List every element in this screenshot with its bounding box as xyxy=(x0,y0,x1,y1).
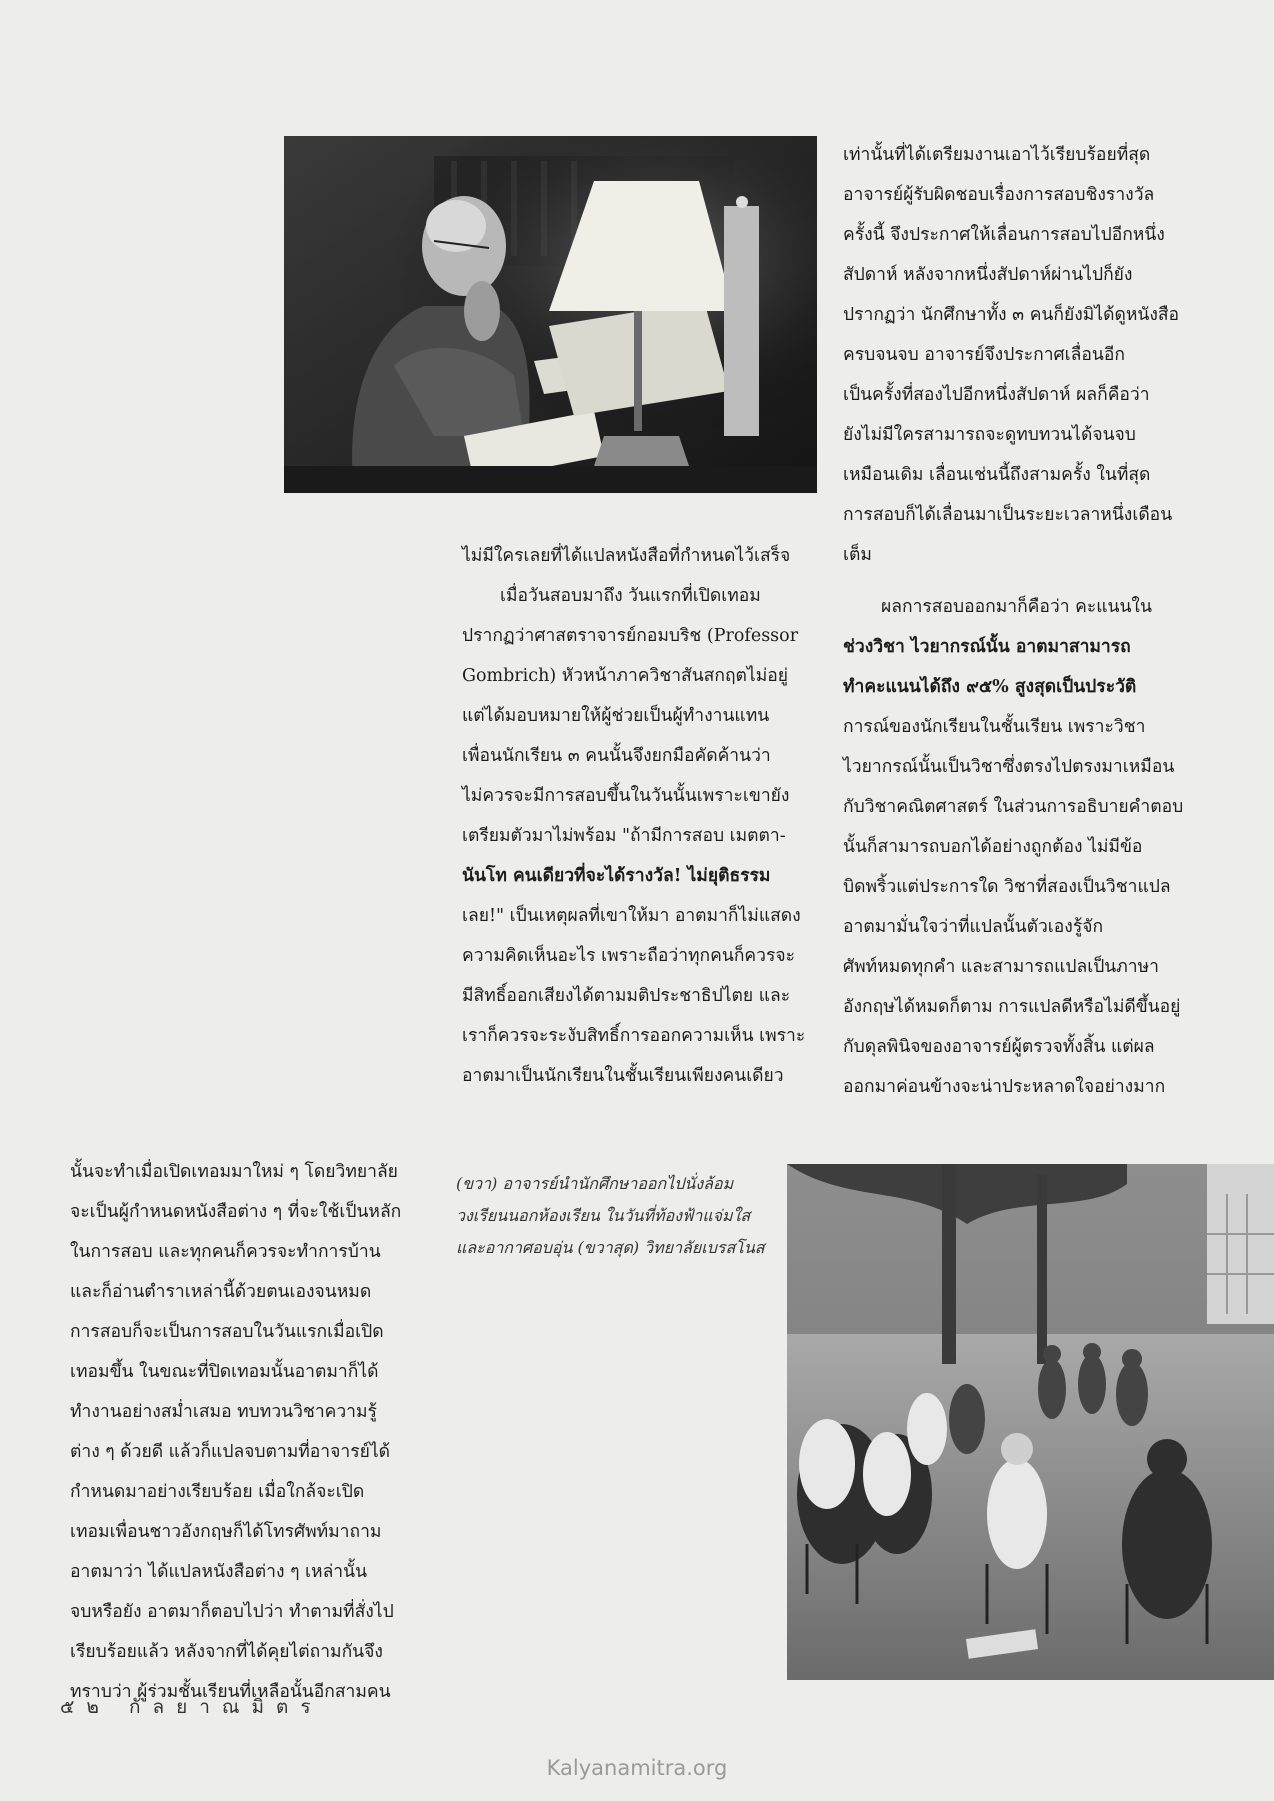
caption-line: (ขวา) อาจารย์นำนักศึกษาออกไปนั่งล้อม xyxy=(456,1174,734,1193)
text-line: ไวยากรณ์นั้นเป็นวิชาซึ่งตรงไปตรงมาเหมือน xyxy=(843,757,1175,777)
text-column-bottom-left xyxy=(70,1152,430,1712)
text-line: อาจารย์ผู้รับผิดชอบเรื่องการสอบชิงรางวัล xyxy=(843,185,1155,205)
paragraph-term-start xyxy=(70,1152,430,1712)
text-line: กับดุลพินิจของอาจารย์ผู้ตรวจทั้งสิ้น แต่ผล xyxy=(843,1037,1155,1057)
text-line: เพื่อนนักเรียน ๓ คนนั้นจึงยกมือคัดค้านว่า xyxy=(462,746,771,766)
photo-monk-reading xyxy=(284,136,817,493)
text-column-top-right xyxy=(843,135,1213,1107)
text-line: ไม่มีใครเลยที่ได้แปลหนังสือที่กำหนดไว้เสร็จ xyxy=(462,546,791,566)
text-line: อาตมาว่า ได้แปลหนังสือต่าง ๆ เหล่านั้น xyxy=(70,1562,368,1582)
text-line: นันโท คนเดียวที่จะได้รางวัล! ไม่ยุติธรรม xyxy=(462,866,771,886)
text-line: การสอบก็จะเป็นการสอบในวันแรกเมื่อเปิด xyxy=(70,1322,384,1342)
text-line: ทำคะแนนได้ถึง ๙๕% สูงสุดเป็นประวัติ xyxy=(843,677,1137,697)
text-line: การณ์ของนักเรียนในชั้นเรียน เพราะวิชา xyxy=(843,717,1146,737)
caption-line: และอากาศอบอุ่น (ขวาสุด) วิทยาลัยเบรสโนส xyxy=(456,1238,765,1257)
paragraph-exam-day xyxy=(462,536,827,1096)
text-line: ทำงานอย่างสม่ำเสมอ ทบทวนวิชาความรู้ xyxy=(70,1402,377,1422)
text-line: ความคิดเห็นอะไร เพราะถือว่าทุกคนก็ควรจะ xyxy=(462,946,796,966)
text-line: ทราบว่า ผู้ร่วมชั้นเรียนที่เหลือนั้นอีกสามคน xyxy=(70,1682,391,1702)
watermark-url: Kalyanamitra.org xyxy=(546,1756,728,1780)
text-line: เลย!" เป็นเหตุผลที่เขาให้มา อาตมาก็ไม่แสดง xyxy=(462,906,801,926)
text-line: ครบจนจบ อาจารย์จึงประกาศเลื่อนอีก xyxy=(843,345,1125,365)
text-line: ปรากฏว่าศาสตราจารย์กอมบริช (Professor xyxy=(462,626,799,646)
text-line: อังกฤษได้หมดก็ตาม การแปลดีหรือไม่ดีขึ้นอยู่ xyxy=(843,997,1181,1017)
text-line: ในการสอบ และทุกคนก็ควรจะทำการบ้าน xyxy=(70,1242,381,1262)
text-line: นั้นจะทำเมื่อเปิดเทอมมาใหม่ ๆ โดยวิทยาลัย xyxy=(70,1162,398,1182)
text-line: มีสิทธิ์ออกเสียงได้ตามมติประชาธิปไตย และ xyxy=(462,986,791,1006)
text-line: อาตมามั่นใจว่าที่แปลนั้นตัวเองรู้จัก xyxy=(843,917,1104,937)
text-line: อาตมาเป็นนักเรียนในชั้นเรียนเพียงคนเดียว xyxy=(462,1066,784,1086)
text-line: เท่านั้นที่ได้เตรียมงานเอาไว้เรียบร้อยที่สุด xyxy=(843,145,1151,165)
text-line: เหมือนเดิม เลื่อนเช่นนี้ถึงสามครั้ง ในที่สุด xyxy=(843,465,1151,485)
text-line: Gombrich) หัวหน้าภาควิชาสันสกฤตไม่อยู่ xyxy=(462,666,789,686)
text-line: เรียบร้อยแล้ว หลังจากที่ได้คุยไต่ถามกันจึง xyxy=(70,1642,383,1662)
text-line: เทอมขึ้น ในขณะที่ปิดเทอมนั้นอาตมาก็ได้ xyxy=(70,1362,379,1382)
text-line: นั้นก็สามารถบอกได้อย่างถูกต้อง ไม่มีข้อ xyxy=(843,837,1143,857)
text-line: จบหรือยัง อาตมาก็ตอบไปว่า ทำตามที่สั่งไป xyxy=(70,1602,394,1622)
outdoor-class-image xyxy=(787,1164,1274,1680)
text-line: เมื่อวันสอบมาถึง วันแรกที่เปิดเทอม xyxy=(500,586,761,606)
caption-line: วงเรียนนอกห้องเรียน ในวันที่ท้องฟ้าแจ่มใส xyxy=(456,1206,751,1225)
text-line: ปรากฏว่า นักศึกษาทั้ง ๓ คนก็ยังมิได้ดูหนังสือ xyxy=(843,305,1180,325)
text-column-middle xyxy=(462,536,827,1096)
text-line: จะเป็นผู้กำหนดหนังสือต่าง ๆ ที่จะใช้เป็นหลัก xyxy=(70,1202,402,1222)
text-line: สัปดาห์ หลังจากหนึ่งสัปดาห์ผ่านไปก็ยัง xyxy=(843,265,1133,285)
photo-caption xyxy=(456,1168,786,1264)
paragraph-exam-results xyxy=(843,587,1213,1107)
text-line: ครั้งนี้ จึงประกาศให้เลื่อนการสอบไปอีกหนึ่ง xyxy=(843,225,1165,245)
text-line: เต็ม xyxy=(843,545,872,565)
text-line: ศัพท์หมดทุกคำ และสามารถแปลเป็นภาษา xyxy=(843,957,1159,977)
text-line: ผลการสอบออกมาก็คือว่า คะแนนใน xyxy=(881,597,1152,617)
text-line: การสอบก็ได้เลื่อนมาเป็นระยะเวลาหนึ่งเดือน xyxy=(843,505,1173,525)
text-line: ยังไม่มีใครสามารถจะดูทบทวนได้จนจบ xyxy=(843,425,1136,445)
text-line: กับวิชาคณิตศาสตร์ ในส่วนการอธิบายคำตอบ xyxy=(843,797,1184,817)
text-line: ช่วงวิชา ไวยากรณ์นั้น อาตมาสามารถ xyxy=(843,637,1131,657)
paragraph-continuation xyxy=(843,135,1213,575)
text-line: เราก็ควรจะระงับสิทธิ์การออกความเห็น เพราะ xyxy=(462,1026,806,1046)
text-line: และก็อ่านตำราเหล่านี้ด้วยตนเองจนหมด xyxy=(70,1282,372,1302)
text-line: ออกมาค่อนข้างจะน่าประหลาดใจอย่างมาก xyxy=(843,1077,1166,1097)
photo-outdoor-class xyxy=(787,1164,1274,1680)
page-footer: ๕๒ กัลยาณมิตร xyxy=(60,1696,323,1718)
text-line: เทอมเพื่อนชาวอังกฤษก็ได้โทรศัพท์มาถาม xyxy=(70,1522,382,1542)
text-line: กำหนดมาอย่างเรียบร้อย เมื่อใกล้จะเปิด xyxy=(70,1482,365,1502)
text-line: แต่ได้มอบหมายให้ผู้ช่วยเป็นผู้ทำงานแทน xyxy=(462,706,770,726)
text-line: บิดพริ้วแต่ประการใด วิชาที่สองเป็นวิชาแปล xyxy=(843,877,1171,897)
text-line: ไม่ควรจะมีการสอบขึ้นในวันนั้นเพราะเขายัง xyxy=(462,786,790,806)
monk-reading-image xyxy=(284,136,817,493)
text-line: เป็นครั้งที่สองไปอีกหนึ่งสัปดาห์ ผลก็คือว่า xyxy=(843,385,1150,405)
text-line: เตรียมตัวมาไม่พร้อม "ถ้ามีการสอบ เมตตา- xyxy=(462,826,786,846)
text-line: ต่าง ๆ ด้วยดี แล้วก็แปลจบตามที่อาจารย์ได้ xyxy=(70,1442,391,1462)
